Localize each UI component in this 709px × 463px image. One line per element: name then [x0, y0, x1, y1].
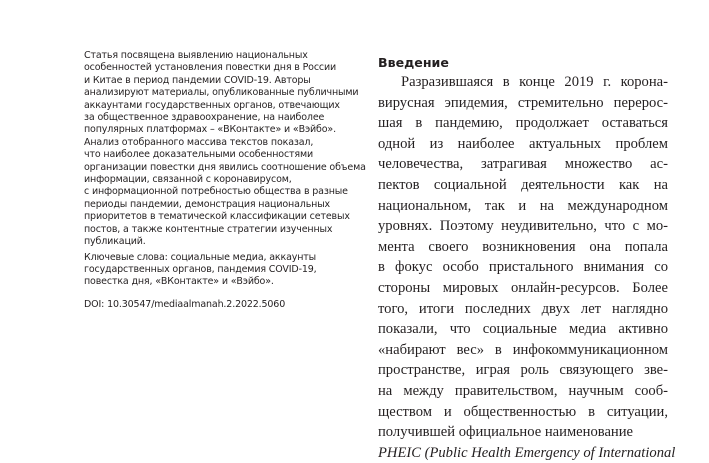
- body-line: национальном, так и на международном: [378, 197, 668, 214]
- main-column: [378, 55, 676, 463]
- abstract-line: аккаунтами государственных органов, отвечающих: [84, 99, 340, 111]
- abstract-line: периоды пандемии, демонстрация национальных: [84, 198, 331, 210]
- abstract-line: приоритетов в тематической классификации сетевых: [84, 211, 350, 223]
- keywords: [84, 252, 370, 289]
- abstract-line: за общественное здравоохранение, на наиболее: [84, 112, 325, 124]
- abstract-line: популярных платформах – «ВКонтакте» и «Вэйбо».: [84, 124, 336, 136]
- abstract-block: [84, 50, 370, 311]
- doi-text: DOI: 10.30547/mediaalmanah.2.2022.5060: [84, 298, 286, 310]
- abstract-line: публикаций.: [84, 236, 146, 248]
- keywords-line: Ключевые слова: социальные медиа, аккаунты: [84, 251, 317, 263]
- body-line: стороны мировых онлайн-ресурсов. Более: [378, 279, 668, 296]
- abstract-line: Статья посвящена выявлению национальных: [84, 50, 308, 61]
- body-line: Разразившаяся в конце 2019 г. корона-: [401, 74, 668, 90]
- keywords-line: повестка дня, «ВКонтакте» и «Вэйбо».: [84, 276, 274, 288]
- body-line: шая в пандемию, продолжает оставаться: [378, 115, 668, 132]
- abstract-line: и Китае в период пандемии COVID-19. Авторы: [84, 74, 311, 86]
- abstract-line: Анализ отобранного массива текстов показал,: [84, 136, 314, 148]
- abstract-line: что наиболее доказательными особенностями: [84, 149, 314, 161]
- abstract-text: [84, 50, 370, 249]
- body-line: вирусная эпидемия, стремительно перерос-: [378, 94, 668, 111]
- abstract-line: информации, связанной с коронавирусом,: [84, 174, 292, 186]
- body-line: того, итоги последних двух лет наглядно: [378, 300, 668, 317]
- section-heading: Введение: [378, 55, 449, 70]
- body-line: ществом и общественностью в ситуации,: [378, 403, 668, 420]
- body-line: одной из наиболее актуальных проблем: [378, 135, 668, 152]
- body-line: в фокус особо пристального внимания со: [378, 259, 668, 276]
- body-line: пространстве, играя роль связующего зве-: [378, 362, 668, 379]
- body-line: PHEIC (Public Health Emergency of International: [378, 444, 676, 461]
- body-line: человечества, затрагивая множество ас-: [378, 156, 668, 173]
- body-line: на между правительством, научным сооб-: [378, 382, 668, 399]
- abstract-line: особенностей установления повестки дня в России: [84, 62, 337, 74]
- keywords-line: государственных органов, пандемия COVID-19,: [84, 263, 317, 275]
- body-line: получившей официальное наименование: [378, 424, 634, 441]
- body-line: показали, что социальные медиа активно: [378, 321, 668, 338]
- body-line: уровнях. Поэтому неудивительно, что с мо-: [378, 218, 668, 235]
- body-line: «набирают вес» в инфокоммуникационном: [378, 341, 668, 358]
- abstract-line: постов, а также контентные стратегии изученных: [84, 223, 333, 235]
- abstract-line: организации повестки дня явились соотношение объема: [84, 161, 366, 173]
- body-line: пектов социальной деятельности как на: [378, 176, 668, 193]
- abstract-line: анализируют материалы, опубликованные публичными: [84, 87, 359, 99]
- abstract-line: с информационной потребностью общества в разные: [84, 186, 348, 198]
- body-line: мента своего возникновения она попала: [378, 238, 668, 255]
